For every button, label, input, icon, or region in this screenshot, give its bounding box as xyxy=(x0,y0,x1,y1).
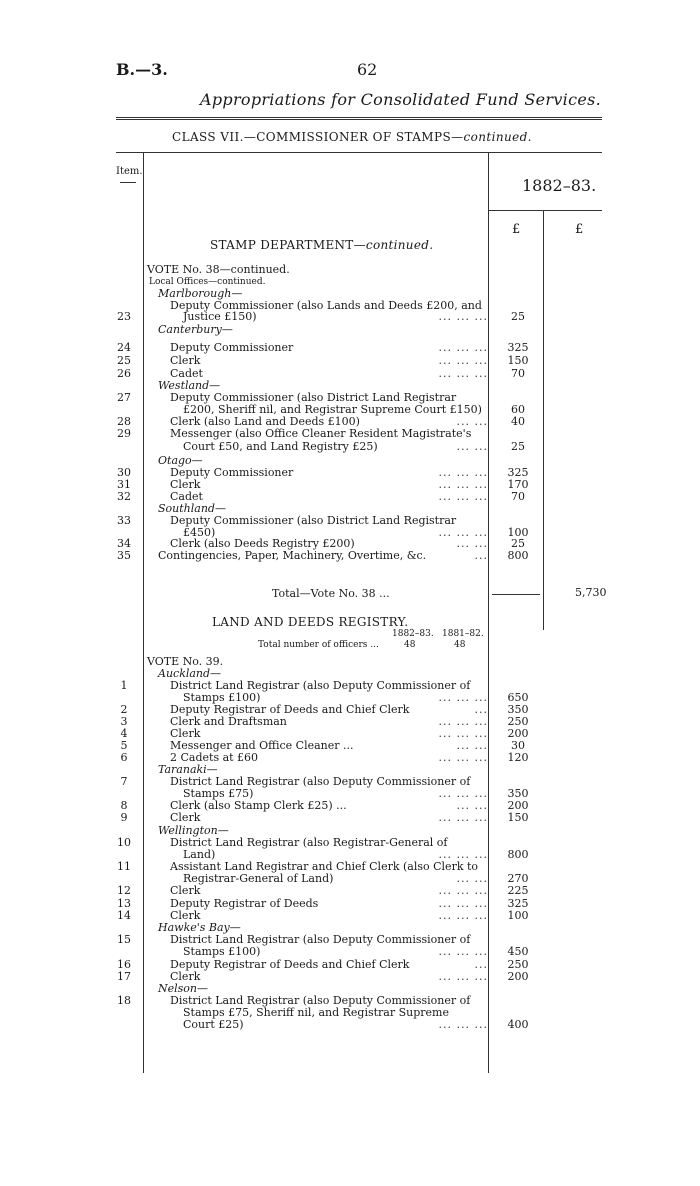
table-row xyxy=(0,788,700,800)
item-description: Clerk xyxy=(170,970,201,983)
leader-dots: ... ... ... xyxy=(438,341,488,354)
leader-dots: ... ... xyxy=(456,415,488,428)
table-row xyxy=(0,324,700,336)
item-number: 16 xyxy=(117,958,131,971)
item-amount: 350 xyxy=(507,787,529,800)
item-description: VOTE No. 39. xyxy=(147,655,224,668)
item-description: Clerk (also Stamp Clerk £25) ... xyxy=(170,799,347,812)
item-amount: 250 xyxy=(507,958,529,971)
table-row xyxy=(0,355,700,367)
item-description: Westland— xyxy=(158,379,221,392)
table-row xyxy=(0,467,700,479)
item-number: 26 xyxy=(117,367,131,380)
item-description: Deputy Commissioner (also District Land Registrar xyxy=(170,391,457,404)
leader-dots: ... ... ... xyxy=(438,715,488,728)
item-description: Messenger and Office Cleaner ... xyxy=(170,739,354,752)
item-description: Cadet xyxy=(170,367,203,380)
leader-dots: ... ... ... xyxy=(438,354,488,367)
leader-dots: ... ... xyxy=(456,537,488,550)
title-rule-2 xyxy=(116,119,602,120)
item-description: Clerk xyxy=(170,884,201,897)
item-amount: 350 xyxy=(507,703,529,716)
leader-dots: ... xyxy=(474,958,488,971)
currency-symbol-2: £ xyxy=(575,222,584,237)
leader-dots: ... ... xyxy=(456,739,488,752)
leader-dots: ... ... ... xyxy=(438,478,488,491)
item-number: 30 xyxy=(117,466,131,479)
item-number: 27 xyxy=(117,391,131,404)
item-amount: 25 xyxy=(511,310,525,323)
item-amount: 250 xyxy=(507,715,529,728)
item-description: Otago— xyxy=(158,454,203,467)
item-number: 10 xyxy=(117,836,131,849)
class-heading xyxy=(172,130,532,144)
item-amount: 200 xyxy=(507,970,529,983)
item-number: 32 xyxy=(117,490,131,503)
section-heading-continued: continued. xyxy=(365,238,434,252)
item-number: 7 xyxy=(120,775,128,788)
item-amount: 150 xyxy=(507,811,529,824)
item-amount: 120 xyxy=(507,751,529,764)
item-amount: 800 xyxy=(507,848,529,861)
item-amount: 70 xyxy=(511,490,525,503)
table-row xyxy=(0,898,700,910)
item-description: £450) xyxy=(183,526,216,539)
item-header-underline xyxy=(120,182,136,183)
officers-year-b: 1881–82. xyxy=(442,629,484,639)
item-number: 8 xyxy=(120,799,128,812)
page-title: Appropriations for Consolidated Fund Services. xyxy=(200,90,602,109)
subtotal-rule xyxy=(492,594,540,595)
item-description: Canterbury— xyxy=(158,323,233,336)
item-description: Messenger (also Office Cleaner Resident Magistrate's xyxy=(170,427,472,440)
leader-dots: ... ... xyxy=(456,799,488,812)
title-rule xyxy=(116,117,602,118)
leader-dots: ... ... ... xyxy=(438,970,488,983)
table-row xyxy=(0,1019,700,1031)
item-description: Clerk xyxy=(170,478,201,491)
item-amount: 325 xyxy=(507,341,529,354)
item-number: 28 xyxy=(117,415,131,428)
leader-dots: ... ... ... xyxy=(438,751,488,764)
item-description: Stamps £100) xyxy=(183,945,261,958)
item-number: 23 xyxy=(117,310,131,323)
leader-dots: ... ... xyxy=(456,872,488,885)
table-row xyxy=(0,428,700,440)
table-row xyxy=(0,276,700,288)
year-header-rule xyxy=(488,210,602,211)
leader-dots: ... ... ... xyxy=(438,367,488,380)
leader-dots: ... xyxy=(474,703,488,716)
item-number: 11 xyxy=(117,860,131,873)
item-description: Deputy Commissioner xyxy=(170,466,294,479)
leader-dots: ... xyxy=(474,549,488,562)
leader-dots: ... ... ... xyxy=(438,691,488,704)
table-row xyxy=(0,910,700,922)
table-row xyxy=(0,368,700,380)
item-number: 6 xyxy=(120,751,128,764)
item-description: Clerk (also Deeds Registry £200) xyxy=(170,537,355,550)
vote-38-total-label: Total—Vote No. 38 ... xyxy=(272,587,390,600)
item-amount: 450 xyxy=(507,945,529,958)
item-description: £200, Sheriff nil, and Registrar Supreme Court £150) xyxy=(183,403,482,416)
item-description: Marlborough— xyxy=(158,287,243,300)
table-row xyxy=(0,656,700,668)
leader-dots: ... ... ... xyxy=(438,466,488,479)
item-number: 18 xyxy=(117,994,131,1007)
item-description: Nelson— xyxy=(158,982,209,995)
item-description: Deputy Commissioner xyxy=(170,341,294,354)
item-amount: 30 xyxy=(511,739,525,752)
item-description: District Land Registrar (also Deputy Commissioner of xyxy=(170,933,471,946)
item-amount: 325 xyxy=(507,897,529,910)
table-row xyxy=(0,873,700,885)
table-row xyxy=(0,311,700,323)
table-row xyxy=(0,740,700,752)
item-amount: 225 xyxy=(507,884,529,897)
item-description: Registrar-General of Land) xyxy=(183,872,334,885)
item-description: District Land Registrar (also Deputy Commissioner of xyxy=(170,994,471,1007)
table-row xyxy=(0,1007,700,1019)
table-row xyxy=(0,264,700,276)
section-heading-text: STAMP DEPARTMENT— xyxy=(210,238,366,252)
item-description: Hawke's Bay— xyxy=(158,921,241,934)
item-number: 35 xyxy=(117,549,131,562)
item-description: Cadet xyxy=(170,490,203,503)
leader-dots: ... ... ... xyxy=(438,897,488,910)
item-description: Stamps £75, Sheriff nil, and Registrar Supreme xyxy=(183,1006,449,1019)
item-description: Local Offices—continued. xyxy=(149,277,266,287)
item-description: 2 Cadets at £60 xyxy=(170,751,259,764)
table-row xyxy=(0,550,700,562)
item-description: Contingencies, Paper, Machinery, Overtime, &c. xyxy=(158,549,427,562)
item-number: 15 xyxy=(117,933,131,946)
table-row xyxy=(0,342,700,354)
item-description: Stamps £100) xyxy=(183,691,261,704)
table-row xyxy=(0,491,700,503)
leader-dots: ... ... ... xyxy=(438,1018,488,1031)
item-number: 3 xyxy=(120,715,128,728)
vote-38-total-amount: 5,730 xyxy=(575,586,607,599)
item-description: Deputy Commissioner (also Lands and Deeds £200, and xyxy=(170,299,482,312)
item-amount: 200 xyxy=(507,727,529,740)
item-description: Court £25) xyxy=(183,1018,244,1031)
item-number: 34 xyxy=(117,537,131,550)
item-description: Auckland— xyxy=(158,667,222,680)
item-description: District Land Registrar (also Deputy Commissioner of xyxy=(170,679,471,692)
table-row xyxy=(0,680,700,692)
table-row xyxy=(0,752,700,764)
table-row xyxy=(0,479,700,491)
item-description: Deputy Registrar of Deeds xyxy=(170,897,319,910)
leader-dots: ... ... ... xyxy=(438,848,488,861)
leader-dots: ... ... ... xyxy=(438,490,488,503)
item-amount: 25 xyxy=(511,537,525,550)
page-number: 62 xyxy=(357,60,378,79)
table-row xyxy=(0,812,700,824)
item-amount: 650 xyxy=(507,691,529,704)
header-rule xyxy=(116,152,602,153)
item-description: Wellington— xyxy=(158,824,229,837)
document-reference: B.—3. xyxy=(116,60,168,79)
item-description: Deputy Registrar of Deeds and Chief Clerk xyxy=(170,958,410,971)
item-amount: 100 xyxy=(507,526,529,539)
table-row xyxy=(0,515,700,527)
officers-count-b: 48 xyxy=(454,640,466,650)
item-description: District Land Registrar (also Deputy Commissioner of xyxy=(170,775,471,788)
leader-dots: ... ... ... xyxy=(438,811,488,824)
section-heading-land-deeds: LAND AND DEEDS REGISTRY. xyxy=(212,615,409,629)
table-row xyxy=(0,716,700,728)
item-description: Clerk xyxy=(170,354,201,367)
item-number: 33 xyxy=(117,514,131,527)
table-row xyxy=(0,704,700,716)
item-amount: 200 xyxy=(507,799,529,812)
item-amount: 325 xyxy=(507,466,529,479)
item-number: 2 xyxy=(120,703,128,716)
item-number: 13 xyxy=(117,897,131,910)
currency-symbol-1: £ xyxy=(512,222,521,237)
table-row xyxy=(0,441,700,453)
item-description: Clerk xyxy=(170,727,201,740)
item-amount: 100 xyxy=(507,909,529,922)
item-number: 29 xyxy=(117,427,131,440)
officers-year-a: 1882–83. xyxy=(392,629,434,639)
item-amount: 150 xyxy=(507,354,529,367)
item-description: Taranaki— xyxy=(158,763,218,776)
item-number: 5 xyxy=(120,739,128,752)
item-number: 12 xyxy=(117,884,131,897)
item-description: Clerk (also Land and Deeds £100) xyxy=(170,415,360,428)
item-amount: 400 xyxy=(507,1018,529,1031)
item-description: Clerk xyxy=(170,811,201,824)
leader-dots: ... ... ... xyxy=(438,884,488,897)
item-description: Southland— xyxy=(158,502,226,515)
table-row xyxy=(0,776,700,788)
item-amount: 170 xyxy=(507,478,529,491)
table-row xyxy=(0,800,700,812)
table-row xyxy=(0,861,700,873)
item-description: Stamps £75) xyxy=(183,787,254,800)
item-number: 17 xyxy=(117,970,131,983)
item-description: Deputy Registrar of Deeds and Chief Clerk xyxy=(170,703,410,716)
item-number: 31 xyxy=(117,478,131,491)
item-amount: 25 xyxy=(511,440,525,453)
leader-dots: ... ... ... xyxy=(438,909,488,922)
officers-label: Total number of officers ... xyxy=(258,640,379,650)
item-number: 4 xyxy=(120,727,128,740)
item-amount: 800 xyxy=(507,549,529,562)
item-number: 14 xyxy=(117,909,131,922)
leader-dots: ... ... ... xyxy=(438,945,488,958)
item-description: VOTE No. 38—continued. xyxy=(147,263,290,276)
table-row xyxy=(0,946,700,958)
item-column-header: Item. xyxy=(116,166,143,177)
item-number: 25 xyxy=(117,354,131,367)
item-description: District Land Registrar (also Registrar-General of xyxy=(170,836,448,849)
item-description: Assistant Land Registrar and Chief Clerk (also Clerk to xyxy=(170,860,479,873)
year-column-header: 1882–83. xyxy=(522,176,597,195)
leader-dots: ... ... xyxy=(456,440,488,453)
item-description: Land) xyxy=(183,848,216,861)
item-description: Justice £150) xyxy=(183,310,257,323)
table-row xyxy=(0,455,700,467)
item-amount: 70 xyxy=(511,367,525,380)
item-amount: 270 xyxy=(507,872,529,885)
item-description: Clerk xyxy=(170,909,201,922)
leader-dots: ... ... ... xyxy=(438,727,488,740)
item-number: 1 xyxy=(120,679,128,692)
item-description: Clerk and Draftsman xyxy=(170,715,287,728)
leader-dots: ... ... ... xyxy=(438,310,488,323)
section-heading-stamp-department xyxy=(210,238,433,252)
table-row xyxy=(0,971,700,983)
item-description: Court £50, and Land Registry £25) xyxy=(183,440,378,453)
officers-count-a: 48 xyxy=(404,640,416,650)
item-number: 9 xyxy=(120,811,128,824)
class-heading-text: CLASS VII.—COMMISSIONER OF STAMPS— xyxy=(172,130,464,144)
table-row xyxy=(0,885,700,897)
item-number: 24 xyxy=(117,341,131,354)
table-row xyxy=(0,959,700,971)
table-row xyxy=(0,837,700,849)
item-description: Deputy Commissioner (also District Land Registrar xyxy=(170,514,457,527)
item-amount: 60 xyxy=(511,403,525,416)
leader-dots: ... ... ... xyxy=(438,787,488,800)
class-heading-continued: continued. xyxy=(463,130,532,144)
leader-dots: ... ... ... xyxy=(438,526,488,539)
item-amount: 40 xyxy=(511,415,525,428)
table-row xyxy=(0,934,700,946)
